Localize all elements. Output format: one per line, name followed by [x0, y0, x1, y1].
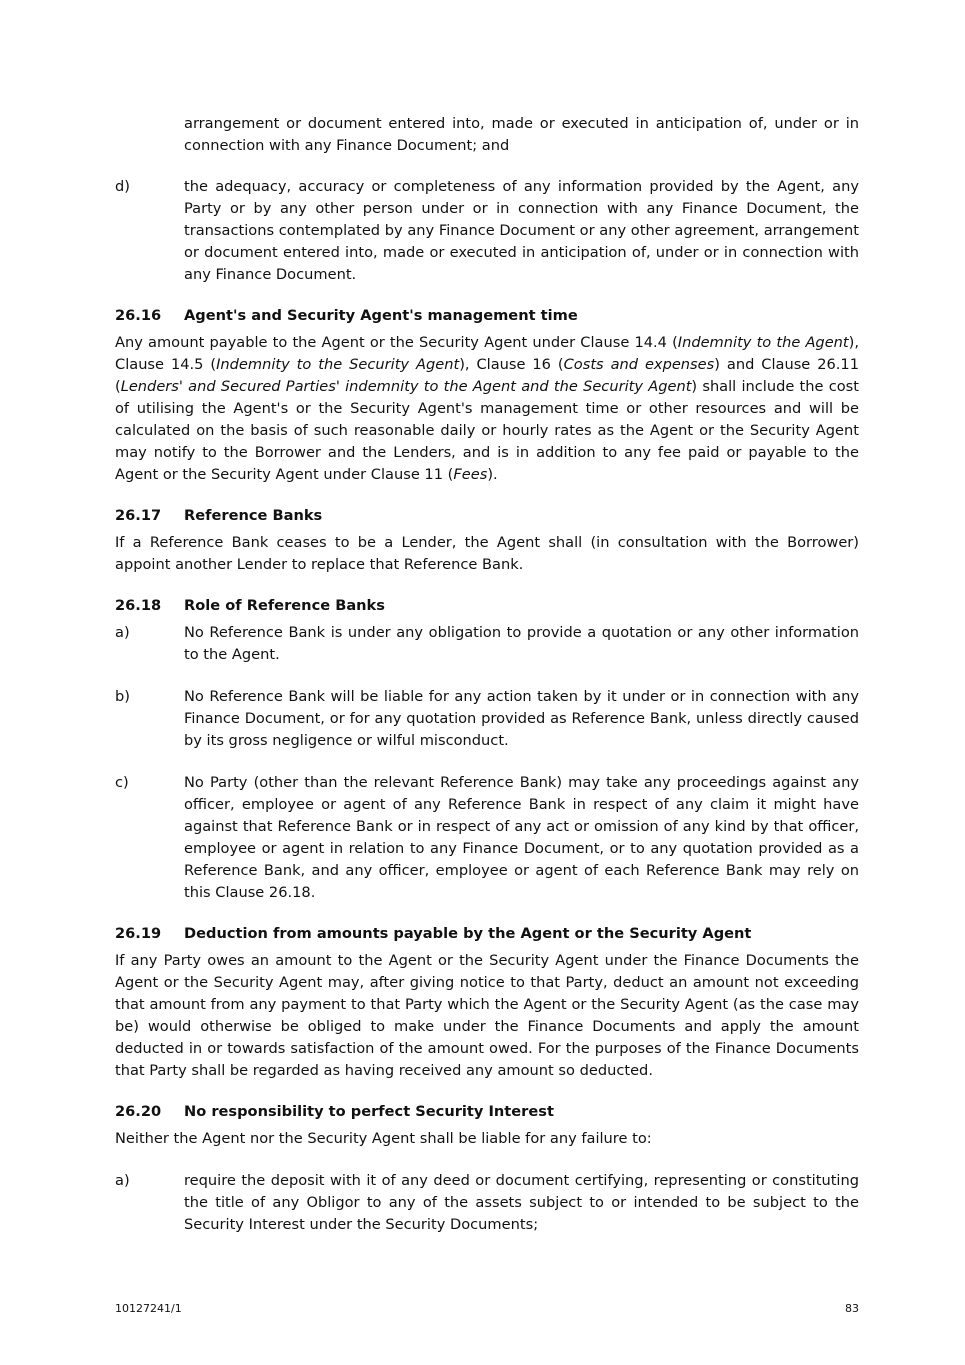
section-title: Role of Reference Banks — [184, 597, 385, 614]
list-item-a — [115, 622, 859, 666]
section-title: No responsibility to perfect Security Interest — [184, 1103, 554, 1120]
list-item-b — [115, 686, 859, 752]
item-label: a) — [115, 624, 130, 641]
item-text: No Party (other than the relevant Reference Bank) may take any proceedings against any officer, employee or agent of any Reference Bank in respect of any claim it might have against that Reference Bank or in respect of any act or omission of any kind by that officer, employee or agent in relation to any Finance Document, or to any quotation provided as a Reference Bank, and any officer, employee or agent of each Reference Bank may rely on this Clause 26.18. — [184, 774, 859, 901]
section-heading-26-19 — [115, 923, 859, 945]
section-title: Agent's and Security Agent's management time — [184, 307, 578, 324]
section-body-26-19: If any Party owes an amount to the Agent or the Security Agent under the Finance Documents the Agent or the Security Agent may, after giving notice to that Party, deduct an amount not exceeding that amount from any payment to that Party which the Agent or the Security Agent (as the case may be) would otherwise be obliged to make under the Finance Documents and apply the amount deducted in or towards satisfaction of the amount owed. For the purposes of the Finance Documents that Party shall be regarded as having received any amount so deducted. — [115, 952, 859, 1079]
section-number: 26.17 — [115, 507, 162, 524]
section-body-26-16: Any amount payable to the Agent or the Security Agent under Clause 14.4 (Indemnity to the Agent), Clause 14.5 (Indemnity to the Security Agent), Clause 16 (Costs and expenses) and Clause 26.11 (Lenders' and Secured Parties' indemnity to the Agent and the Security Agent) shall include the cost of utilising the Agent's or the Security Agent's management time or other resources and will be calculated on the basis of such reasonable daily or hourly rates as the Agent or the Security Agent may notify to the Borrower and the Lenders, and is in addition to any fee paid or payable to the Agent or the Security Agent under Clause 11 (Fees). — [115, 334, 859, 483]
section-heading-26-17 — [115, 505, 859, 527]
footer-doc-ref: 10127241/1 — [115, 1302, 182, 1315]
section-intro-26-20: Neither the Agent nor the Security Agent shall be liable for any failure to: — [115, 1130, 652, 1147]
section-body-26-17: If a Reference Bank ceases to be a Lender, the Agent shall (in consultation with the Borrower) appoint another Lender to replace that Reference Bank. — [115, 534, 859, 573]
item-label: d) — [115, 178, 130, 195]
item-text: require the deposit with it of any deed or document certifying, representing or constituting the title of any Obligor to any of the assets subject to or intended to be subject to the Security Interest under the Security Documents; — [184, 1172, 859, 1233]
list-item-d — [115, 176, 859, 286]
section-heading-26-20 — [115, 1101, 859, 1123]
section-heading-26-16 — [115, 305, 859, 327]
section-number: 26.20 — [115, 1103, 162, 1120]
document-page — [115, 113, 859, 1236]
section-heading-26-18 — [115, 595, 859, 617]
item-text: No Reference Bank will be liable for any action taken by it under or in connection with any Finance Document, or for any quotation provided as Reference Bank, unless directly caused by its gross negligence or wilful misconduct. — [184, 688, 859, 749]
intro-continuation: arrangement or document entered into, made or executed in anticipation of, under or in connection with any Finance Document; and — [184, 115, 859, 154]
footer-page-number: 83 — [845, 1302, 859, 1315]
list-item-c — [115, 772, 859, 904]
section-number: 26.18 — [115, 597, 162, 614]
section-number: 26.16 — [115, 307, 162, 324]
item-label: c) — [115, 774, 129, 791]
section-title: Deduction from amounts payable by the Agent or the Security Agent — [184, 925, 752, 942]
section-number: 26.19 — [115, 925, 162, 942]
item-text: No Reference Bank is under any obligation to provide a quotation or any other information to the Agent. — [184, 624, 859, 663]
list-item-a — [115, 1170, 859, 1236]
item-label: b) — [115, 688, 130, 705]
item-text: the adequacy, accuracy or completeness of any information provided by the Agent, any Party or by any other person under or in connection with any Finance Document, the transactions contemplated by any Finance Document or any other agreement, arrangement or document entered into, made or executed in anticipation of, under or in connection with any Finance Document. — [184, 178, 859, 283]
item-label: a) — [115, 1172, 130, 1189]
section-title: Reference Banks — [184, 507, 323, 524]
